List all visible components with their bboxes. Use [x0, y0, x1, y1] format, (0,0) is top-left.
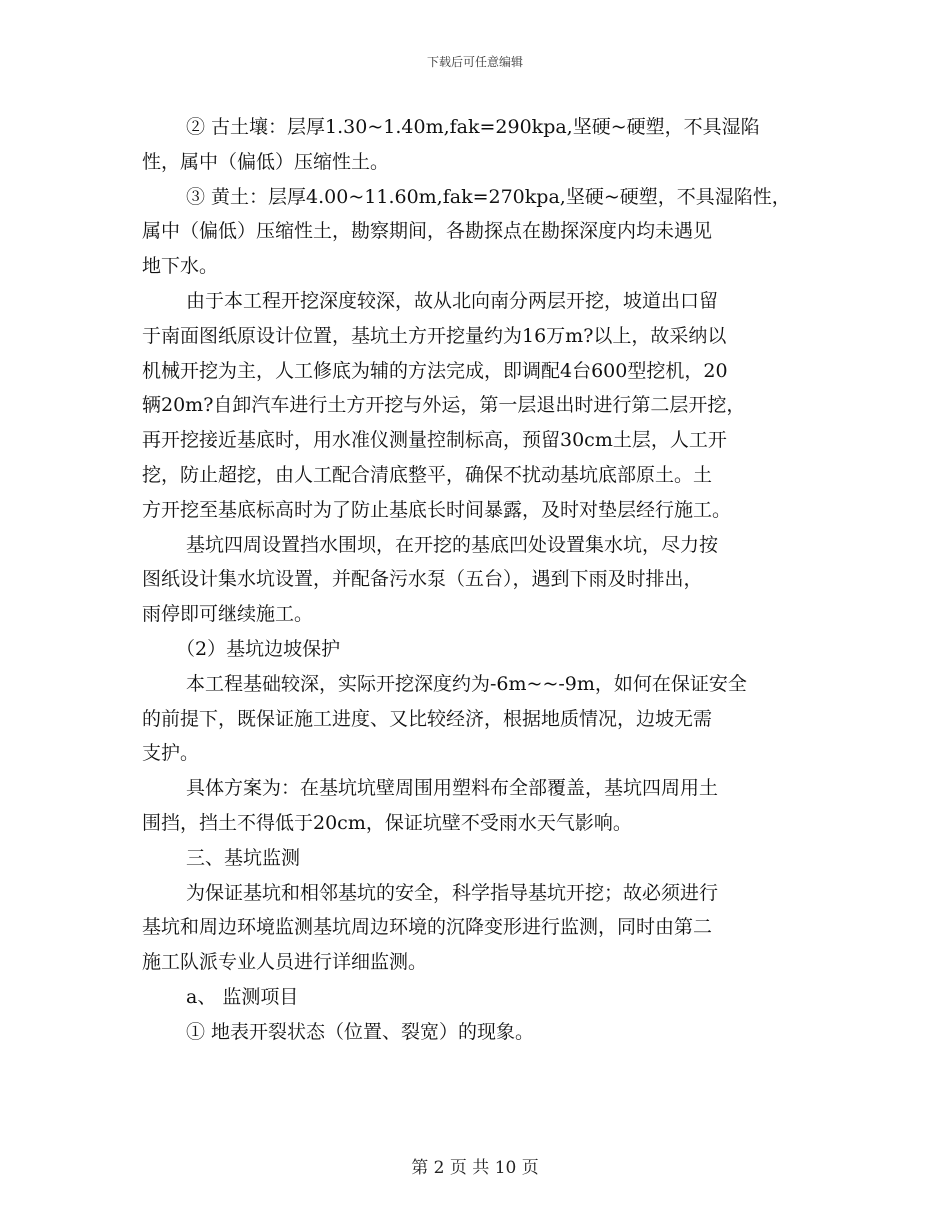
text-line: ③ 黄土：层厚4.00~11.60m,fak=270kpa,坚硬~硬塑，不具湿陷性， [186, 185, 791, 208]
text-line: 基坑四周设置挡水围坝，在开挖的基底凹处设置集水坑，尽力按 [186, 533, 719, 556]
text-line: 方开挖至基底标高时为了防止基底长时间暴露，及时对垫层经行施工。 [142, 498, 732, 521]
text-line: 为保证基坑和相邻基坑的安全，科学指导基坑开挖；故必须进行 [186, 881, 719, 904]
text-line: 再开挖接近基底时，用水准仪测量控制标高，预留30cm土层，人工开 [142, 429, 727, 452]
section-heading: a、 监测项目 [186, 985, 299, 1008]
text-line: 围挡，挡土不得低于20cm，保证坑壁不受雨水天气影响。 [142, 811, 632, 834]
text-line: 于南面图纸原设计位置，基坑土方开挖量约为16万m?以上，故采纳以 [142, 324, 727, 347]
section-heading: 三、基坑监测 [186, 846, 301, 869]
text-line: 机械开挖为主，人工修底为辅的方法完成，即调配4台600型挖机，20 [142, 359, 728, 382]
text-line: 雨停即可继续施工。 [142, 603, 314, 626]
text-line: 基坑和周边环境监测基坑周边环境的沉降变形进行监测，同时由第二 [142, 916, 713, 939]
page-header: 下载后可任意编辑 [426, 55, 523, 69]
text-line: 挖，防止超挖，由人工配合清底整平，确保不扰动基坑底部原土。土 [142, 463, 713, 486]
text-line: 由于本工程开挖深度较深，故从北向南分两层开挖，坡道出口留 [186, 289, 719, 312]
text-line: 具体方案为：在基坑坑壁周围用塑料布全部覆盖，基坑四周用土 [186, 777, 719, 800]
text-line: 图纸设计集水坑设置，并配备污水泵（五台），遇到下雨及时排出， [142, 568, 703, 591]
text-line: 属中（偏低）压缩性土，勘察期间，各勘探点在勘探深度内均未遇见 [142, 220, 713, 243]
text-line: 本工程基础较深，实际开挖深度约为-6m~~-9m，如何在保证安全 [186, 672, 747, 695]
text-line: ② 古土壤：层厚1.30~1.40m,fak=290kpa,坚硬~硬塑，不具湿陷 [186, 116, 760, 138]
document-body [142, 110, 832, 1050]
text-line: ① 地表开裂状态（位置、裂宽）的现象。 [186, 1020, 535, 1043]
text-line: 施工队派专业人员进行详细监测。 [142, 951, 428, 974]
page-number: 第 2 页 共 10 页 [411, 1158, 539, 1178]
text-line: 地下水。 [142, 255, 219, 278]
text-line: 的前提下，既保证施工进度、又比较经济，根据地质情况，边坡无需 [142, 707, 713, 730]
section-heading: （2）基坑边坡保护 [176, 637, 341, 660]
text-line: 辆20m?自卸汽车进行土方开挖与外运，第一层退出时进行第二层开挖， [142, 394, 746, 417]
text-line: 性，属中（偏低）压缩性土。 [142, 150, 390, 173]
text-line: 支护。 [142, 742, 200, 765]
